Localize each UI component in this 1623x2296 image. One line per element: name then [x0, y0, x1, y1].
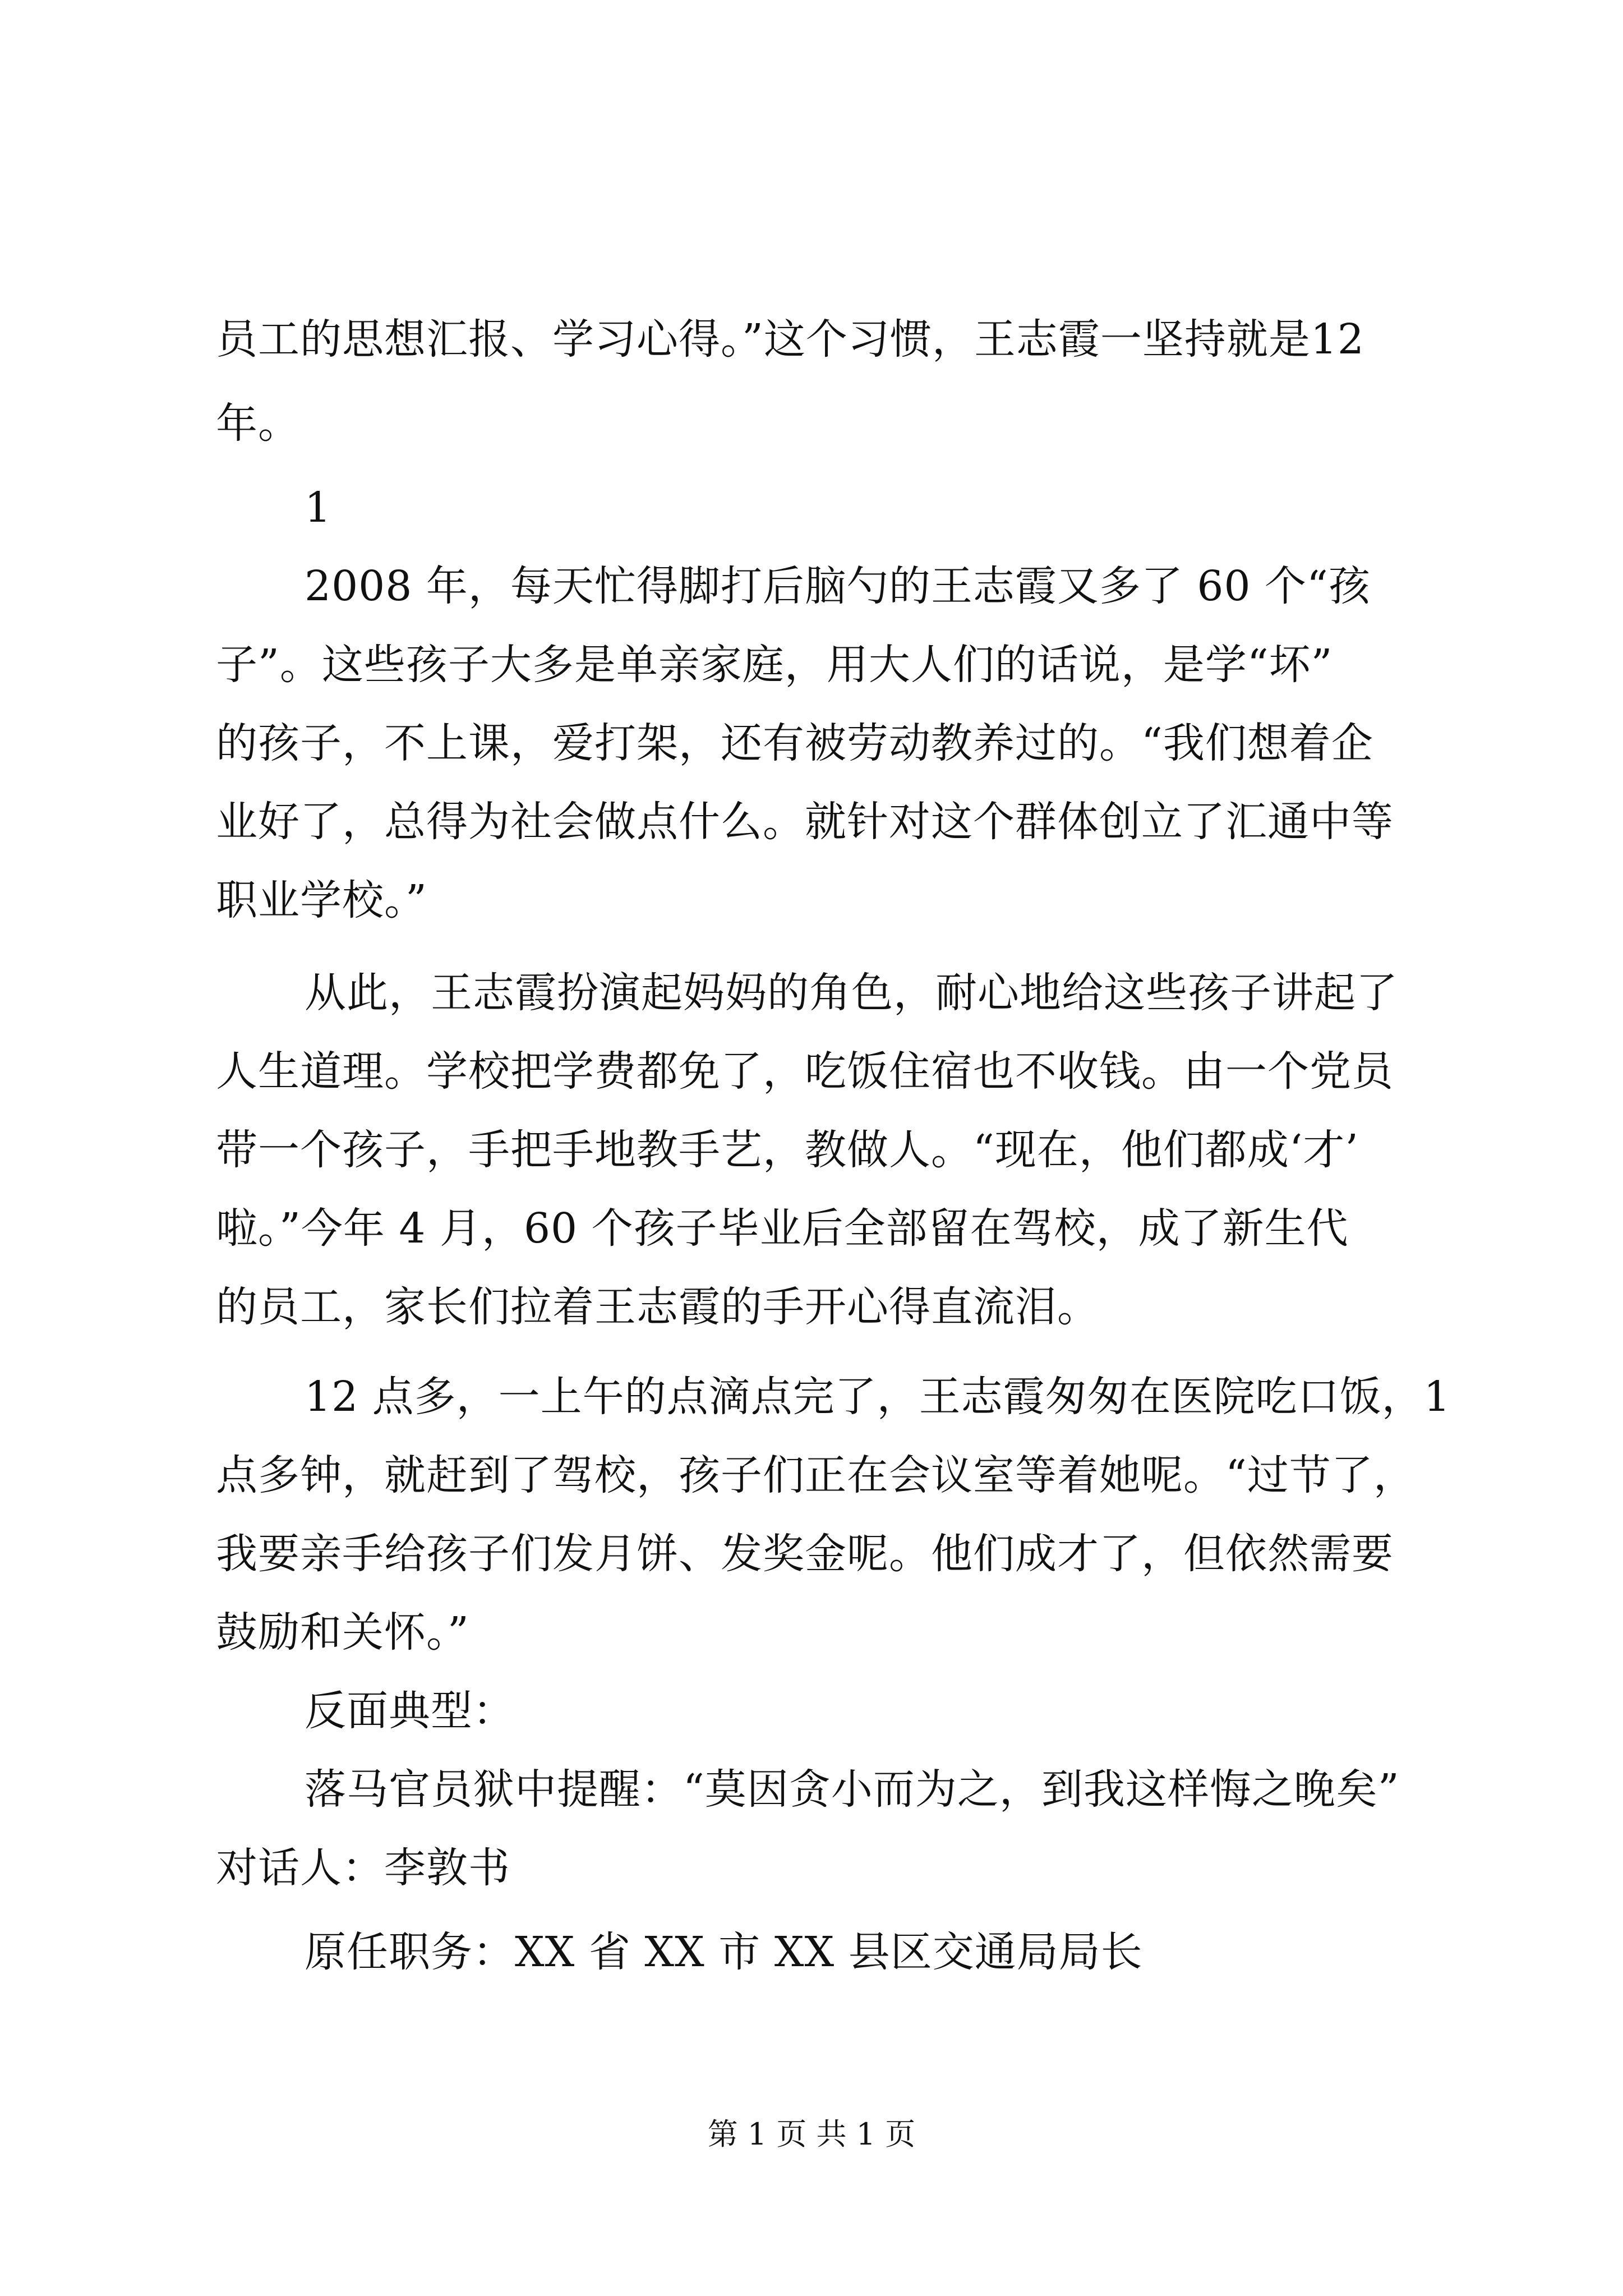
text-line: 职业学校。” — [216, 876, 427, 924]
text-line: 员工的思想汇报、学习心得。”这个习惯，王志霞一坚持就是12 — [216, 315, 1364, 364]
text-line: 的孩子，不上课，爱打架，还有被劳动教养过的。“我们想着企 — [216, 719, 1373, 767]
text-line: 从此，王志霞扮演起妈妈的角色，耐心地给这些孩子讲起了 — [305, 969, 1398, 1017]
text-line: 鼓励和关怀。” — [216, 1608, 469, 1657]
text-line: 原任职务：XX 省 XX 市 XX 县区交通局局长 — [305, 1928, 1143, 1976]
text-line: 2008 年，每天忙得脚打后脑勺的王志霞又多了 60 个“孩 — [305, 562, 1371, 610]
text-line: 带一个孩子，手把手地教手艺，教做人。“现在，他们都成‘才’ — [216, 1126, 1359, 1174]
text-line: 啦。”今年 4 月，60 个孩子毕业后全部留在驾校，成了新生代 — [216, 1204, 1349, 1253]
text-line: 反面典型： — [305, 1687, 515, 1735]
text-line: 子”。这些孩子大多是单亲家庭，用大人们的话说，是学“坏” — [216, 641, 1333, 689]
text-line: 落马官员狱中提醒：“莫因贪小而为之，到我这样悔之晚矣” — [305, 1765, 1400, 1814]
text-line: 业好了，总得为社会做点什么。就针对这个群体创立了汇通中等 — [216, 798, 1394, 846]
text-line: 我要亲手给孩子们发月饼、发奖金呢。他们成才了，但依然需要 — [216, 1530, 1394, 1578]
text-line: 12 点多，一上午的点滴点完了，王志霞匆匆在医院吃口饭，1 — [305, 1373, 1451, 1421]
text-line: 年。 — [216, 399, 300, 448]
page-number-footer: 第 1 页 共 1 页 — [707, 2116, 916, 2152]
text-line: 点多钟，就赶到了驾校，孩子们正在会议室等着她呢。“过节了， — [216, 1451, 1415, 1499]
text-line: 1 — [305, 484, 332, 532]
text-line: 的员工，家长们拉着王志霞的手开心得直流泪。 — [216, 1283, 1099, 1331]
text-line: 人生道理。学校把学费都免了，吃饭住宿也不收钱。由一个党员 — [216, 1047, 1394, 1096]
text-line: 对话人：李敦书 — [216, 1844, 510, 1892]
